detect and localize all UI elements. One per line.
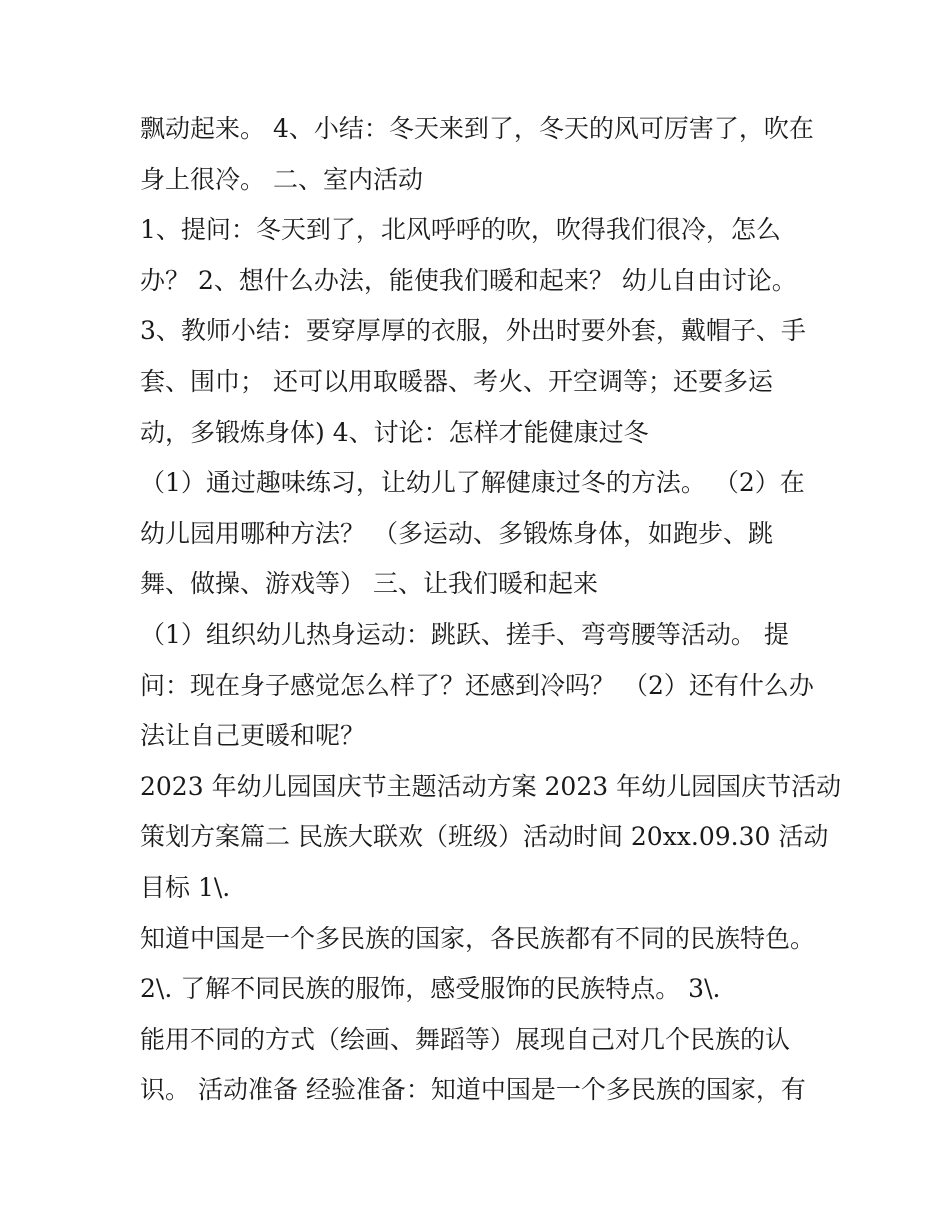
text-line: 2023 年幼儿园国庆节主题活动方案 2023 年幼儿园国庆节活动 [140, 771, 842, 801]
text-line: 套、围巾； 还可以用取暖器、考火、开空调等；还要多运 [140, 366, 773, 396]
text-line: 动，多锻炼身体) 4、讨论：怎样才能健康过冬 [140, 417, 649, 447]
text-line: 舞、做操、游戏等） 三、让我们暖和起来 [140, 569, 598, 599]
text-line: 2\. 了解不同民族的服饰，感受服饰的民族特点。 3\. [140, 974, 721, 1004]
document-body [140, 104, 842, 1116]
text-line: 知道中国是一个多民族的国家，各民族都有不同的民族特色。 [140, 923, 816, 953]
text-line: 3、教师小结：要穿厚厚的衣服，外出时要外套，戴帽子、手 [140, 316, 806, 346]
text-line: 目标 1\. [140, 872, 231, 902]
text-line: 1、提问：冬天到了，北风呼呼的吹，吹得我们很冷，怎么 [140, 215, 781, 245]
text-line: 法让自己更暖和呢？ [140, 721, 366, 751]
text-line: 能用不同的方式（绘画、舞蹈等）展现自己对几个民族的认 [140, 1024, 791, 1054]
text-line: 幼儿园用哪种方法？ （多运动、多锻炼身体，如跑步、跳 [140, 518, 773, 548]
text-line: 策划方案篇二 民族大联欢（班级）活动时间 20xx.09.30 活动 [140, 822, 829, 852]
text-line: 办？ 2、想什么办法，能使我们暖和起来？ 幼儿自由讨论。 [140, 265, 797, 295]
text-line: （1）组织幼儿热身运动：跳跃、搓手、弯弯腰等活动。 提 [140, 619, 789, 649]
text-line: （1）通过趣味练习，让幼儿了解健康过冬的方法。 （2）在 [140, 468, 805, 498]
text-line: 身上很冷。 二、室内活动 [140, 164, 423, 194]
text-line: 飘动起来。 4、小结：冬天来到了，冬天的风可厉害了，吹在 [140, 114, 814, 143]
text-line: 问：现在身子感觉怎么样了？还感到冷吗？ （2）还有什么办 [140, 670, 814, 700]
text-line: 识。 活动准备 经验准备：知道中国是一个多民族的国家，有 [140, 1075, 806, 1105]
